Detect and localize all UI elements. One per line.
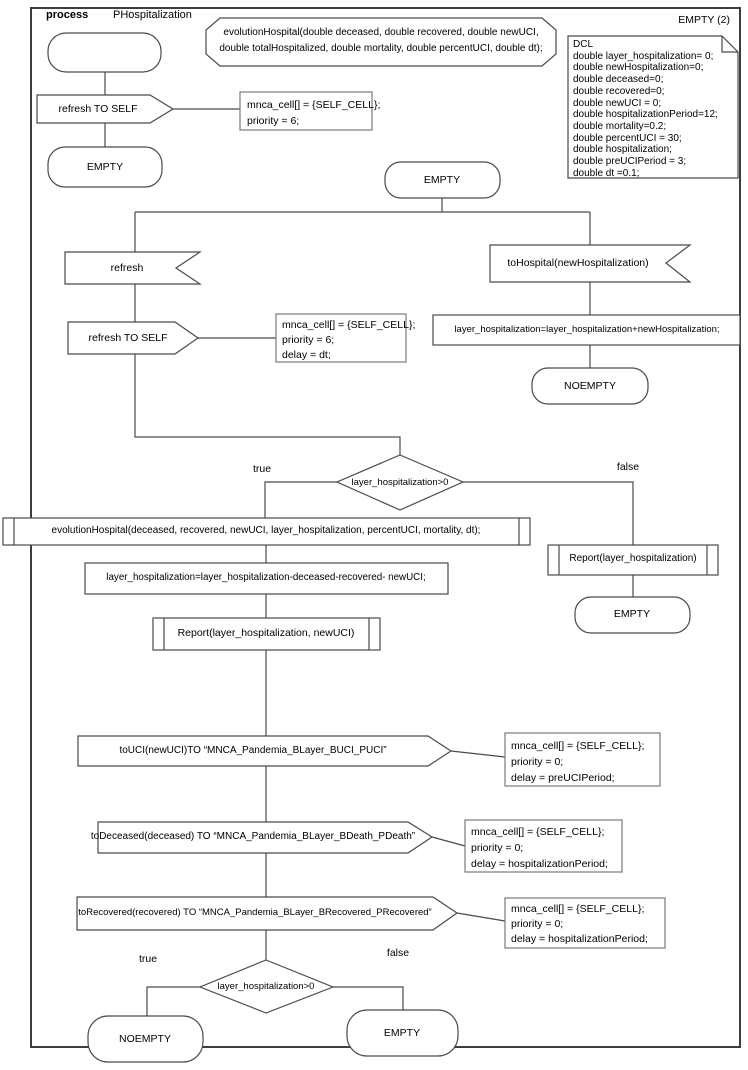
comment-recovered-text: mnca_cell[] = {SELF_CELL}; priority = 0; delay = hospitalizationPeriod;: [511, 903, 648, 945]
state-empty-false-label: EMPTY: [613, 608, 651, 620]
task-add-label: layer_hospitalization=layer_hospitalization+newHospitalization;: [454, 324, 720, 335]
process-name-label: PHospitalization: [113, 9, 192, 21]
comment-loop-text: mnca_cell[] = {SELF_CELL}; priority = 6; delay = dt;: [282, 319, 416, 361]
send-todeceased-label: toDeceased(deceased) TO “MNCA_Pandemia_BLayer_BDeath_PDeath”: [90, 831, 416, 842]
process-kind-label: process: [46, 9, 89, 21]
state-empty-left-label: EMPTY: [86, 161, 124, 173]
state-noempty-right-label: NOEMPTY: [564, 380, 616, 392]
send-refresh-init-label: refresh TO SELF: [58, 103, 138, 115]
send-torecovered-label: toRecovered(recovered) TO “MNCA_Pandemia_BLayer_BRecovered_PRecovered”: [78, 907, 432, 918]
dcl-note-text: DCL double layer_hospitalization= 0; double newHospitalization=0; double deceased=0; double recovered=0; double newUCI = 0; double hospitalizationPeriod=12; double mortality=0.2; double percentUCI = 30; double hospitalization; double preUCIPeriod = 3; double dt =0.1;: [573, 39, 718, 179]
send-refresh-loop-label: refresh TO SELF: [88, 332, 168, 344]
receive-tohospital-label: toHospital(newHospitalization): [507, 257, 649, 269]
state-noempty-bottom-label: NOEMPTY: [119, 1033, 171, 1045]
state-empty-bottom-label: EMPTY: [383, 1027, 421, 1039]
decision-bottom-false-label: false: [386, 947, 410, 959]
comment-init-text: mnca_cell[] = {SELF_CELL}; priority = 6;: [247, 99, 381, 127]
receive-refresh-label: refresh: [110, 262, 144, 274]
comment-uci-text: mnca_cell[] = {SELF_CELL}; priority = 0; delay = preUCIPeriod;: [511, 740, 645, 784]
send-touci-label: toUCI(newUCI)TO “MNCA_Pandemia_BLayer_BUCI_PUCI”: [119, 745, 387, 756]
decision-top-label: layer_hospitalization>0: [351, 477, 449, 488]
decision-bottom-true-label: true: [138, 953, 158, 965]
decision-top-true-label: true: [252, 463, 272, 475]
comment-deceased-text: mnca_cell[] = {SELF_CELL}; priority = 0; delay = hospitalizationPeriod;: [471, 826, 608, 870]
page-ref-label: EMPTY (2): [678, 14, 730, 26]
task-subtract-label: layer_hospitalization=layer_hospitalization-deceased-recovered- newUCI;: [106, 572, 426, 583]
state-empty-main-label: EMPTY: [423, 174, 461, 186]
procedure-declaration-text: evolutionHospital(double deceased, double recovered, double newUCI, double totalHospitalized, double mortality, double percentUCI, double dt);: [219, 27, 543, 54]
decision-top-false-label: false: [616, 461, 640, 473]
procedure-evolution-label: evolutionHospital(deceased, recovered, newUCI, layer_hospitalization, percentUCI, mortality, dt);: [51, 525, 481, 536]
procedure-report-full-label: Report(layer_hospitalization, newUCI): [177, 627, 355, 639]
procedure-report-simple-label: Report(layer_hospitalization): [569, 553, 697, 564]
start-state-shape: [48, 33, 161, 72]
decision-bottom-label: layer_hospitalization>0: [217, 981, 315, 992]
